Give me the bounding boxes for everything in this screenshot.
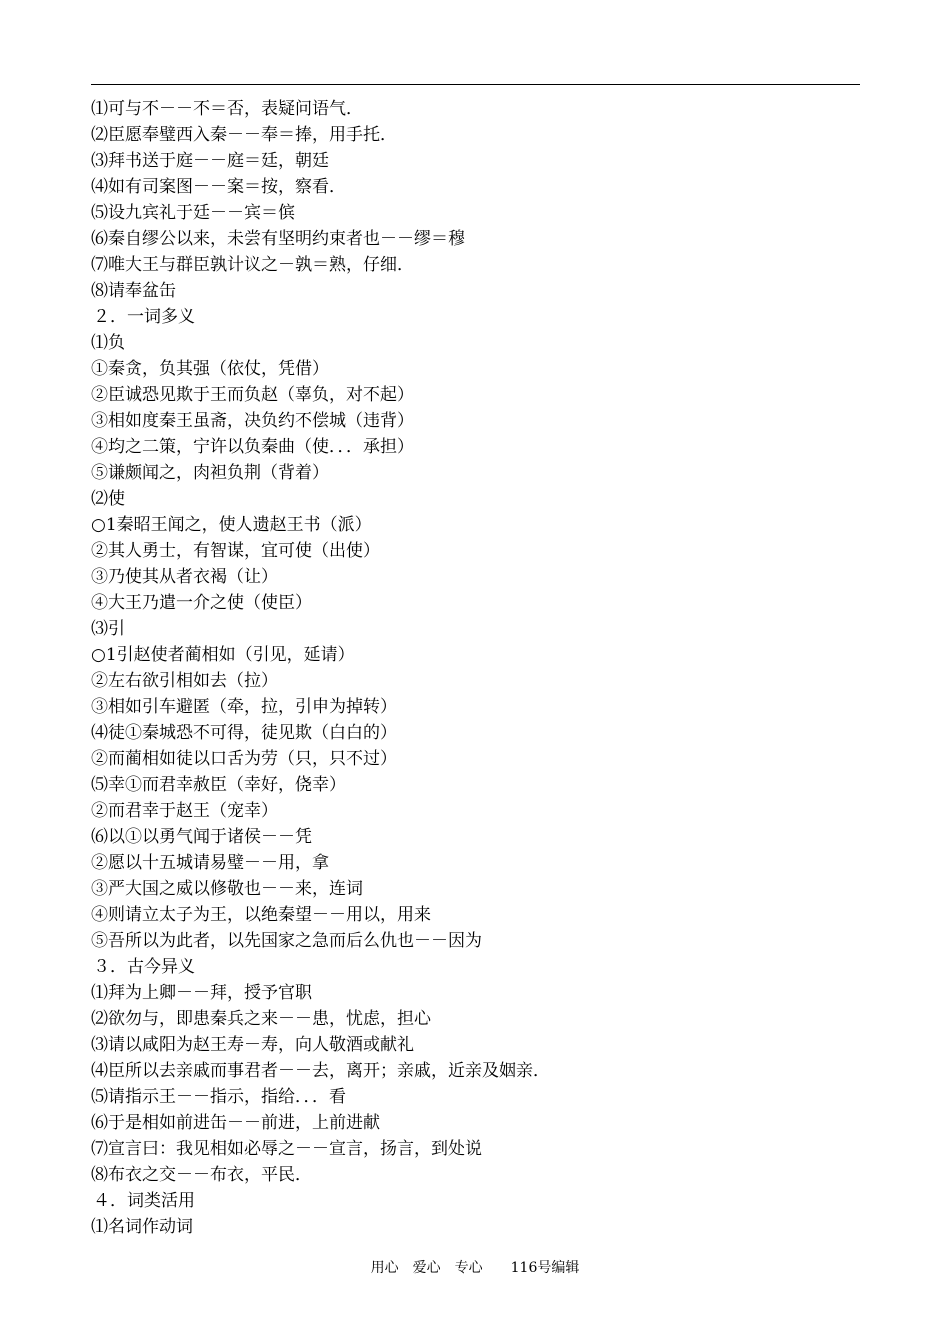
text-line: ⑴名词作动词 <box>91 1217 193 1237</box>
text-line: ⑻请奉盆缶 <box>91 281 176 301</box>
text-line: ⑷臣所以去亲戚而事君者－－去，离开；亲戚，近亲及姻亲． <box>91 1061 550 1081</box>
text-line: ⑺唯大王与群臣孰计议之－孰＝熟，仔细． <box>91 255 414 275</box>
text-line: ⑶引 <box>91 619 125 639</box>
text-line: ⑴可与不－－不＝否，表疑问语气． <box>91 99 363 119</box>
text-line: ⑸请指示王－－指示，指给．．．看 <box>91 1087 346 1107</box>
text-line: ○1引赵使者蔺相如（引见，延请） <box>91 645 355 665</box>
text-line: ⑷如有司案图－－案＝按，察看． <box>91 177 346 197</box>
text-line: ⑵使 <box>91 489 125 509</box>
text-line: ②臣诚恐见欺于王而负赵（辜负，对不起） <box>91 385 414 405</box>
header-rule <box>91 84 860 85</box>
text-line: ①秦贪，负其强（依仗，凭借） <box>91 359 329 379</box>
text-line: ③相如度秦王虽斋，决负约不偿城（违背） <box>91 411 414 431</box>
text-line: ②左右欲引相如去（拉） <box>91 671 278 691</box>
text-line: ⑹于是相如前进缶－－前进，上前进献 <box>91 1113 380 1133</box>
text-line: ⑸幸①而君幸赦臣（幸好，侥幸） <box>91 775 346 795</box>
document-body <box>91 96 861 1240</box>
section-heading: ４．词类活用 <box>93 1191 195 1211</box>
section-heading: ３．古今异义 <box>93 957 195 977</box>
text-line: ⑶拜书送于庭－－庭＝廷，朝廷 <box>91 151 329 171</box>
text-line: ⑴负 <box>91 333 125 353</box>
text-line: ④大王乃遣一介之使（使臣） <box>91 593 312 613</box>
text-line: ⑤谦颇闻之，肉袒负荆（背着） <box>91 463 329 483</box>
text-line: ②其人勇士，有智谋，宜可使（出使） <box>91 541 380 561</box>
text-line: ⑹以①以勇气闻于诸侯－－凭 <box>91 827 312 847</box>
text-line: ○1秦昭王闻之，使人遗赵王书（派） <box>91 515 372 535</box>
text-line: ⑺宣言曰：我见相如必辱之－－宣言，扬言，到处说 <box>91 1139 482 1159</box>
text-line: ②而君幸于赵王（宠幸） <box>91 801 278 821</box>
text-line: ③严大国之威以修敬也－－来，连词 <box>91 879 363 899</box>
text-line: ③乃使其从者衣褐（让） <box>91 567 278 587</box>
text-line: ⑵臣愿奉璧西入秦－－奉＝捧，用手托． <box>91 125 397 145</box>
text-line: ⑹秦自缪公以来，未尝有坚明约束者也－－缪＝穆 <box>91 229 465 249</box>
text-line: ②愿以十五城请易璧－－用，拿 <box>91 853 329 873</box>
text-line: ⑻布衣之交－－布衣，平民． <box>91 1165 312 1185</box>
text-line: ⑶请以咸阳为赵王寿－寿，向人敬酒或献礼 <box>91 1035 414 1055</box>
text-line: ④均之二策，宁许以负秦曲（使．．．承担） <box>91 437 414 457</box>
text-line: ④则请立太子为王，以绝秦望－－用以，用来 <box>91 905 431 925</box>
text-line: ⑴拜为上卿－－拜，授予官职 <box>91 983 312 1003</box>
text-line: ⑵欲勿与，即患秦兵之来－－患，忧虑，担心 <box>91 1009 431 1029</box>
section-heading: ２．一词多义 <box>93 307 195 327</box>
text-line: ⑸设九宾礼于廷－－宾＝傧 <box>91 203 295 223</box>
text-line: ③相如引车避匿（牵，拉，引申为掉转） <box>91 697 397 717</box>
text-line: ⑷徒①秦城恐不可得，徒见欺（白白的） <box>91 723 397 743</box>
text-line: ②而蔺相如徒以口舌为劳（只，只不过） <box>91 749 397 769</box>
text-line: ⑤吾所以为此者，以先国家之急而后么仇也－－因为 <box>91 931 482 951</box>
page-footer: 用心 爱心 专心 116号编辑 <box>370 1260 580 1276</box>
